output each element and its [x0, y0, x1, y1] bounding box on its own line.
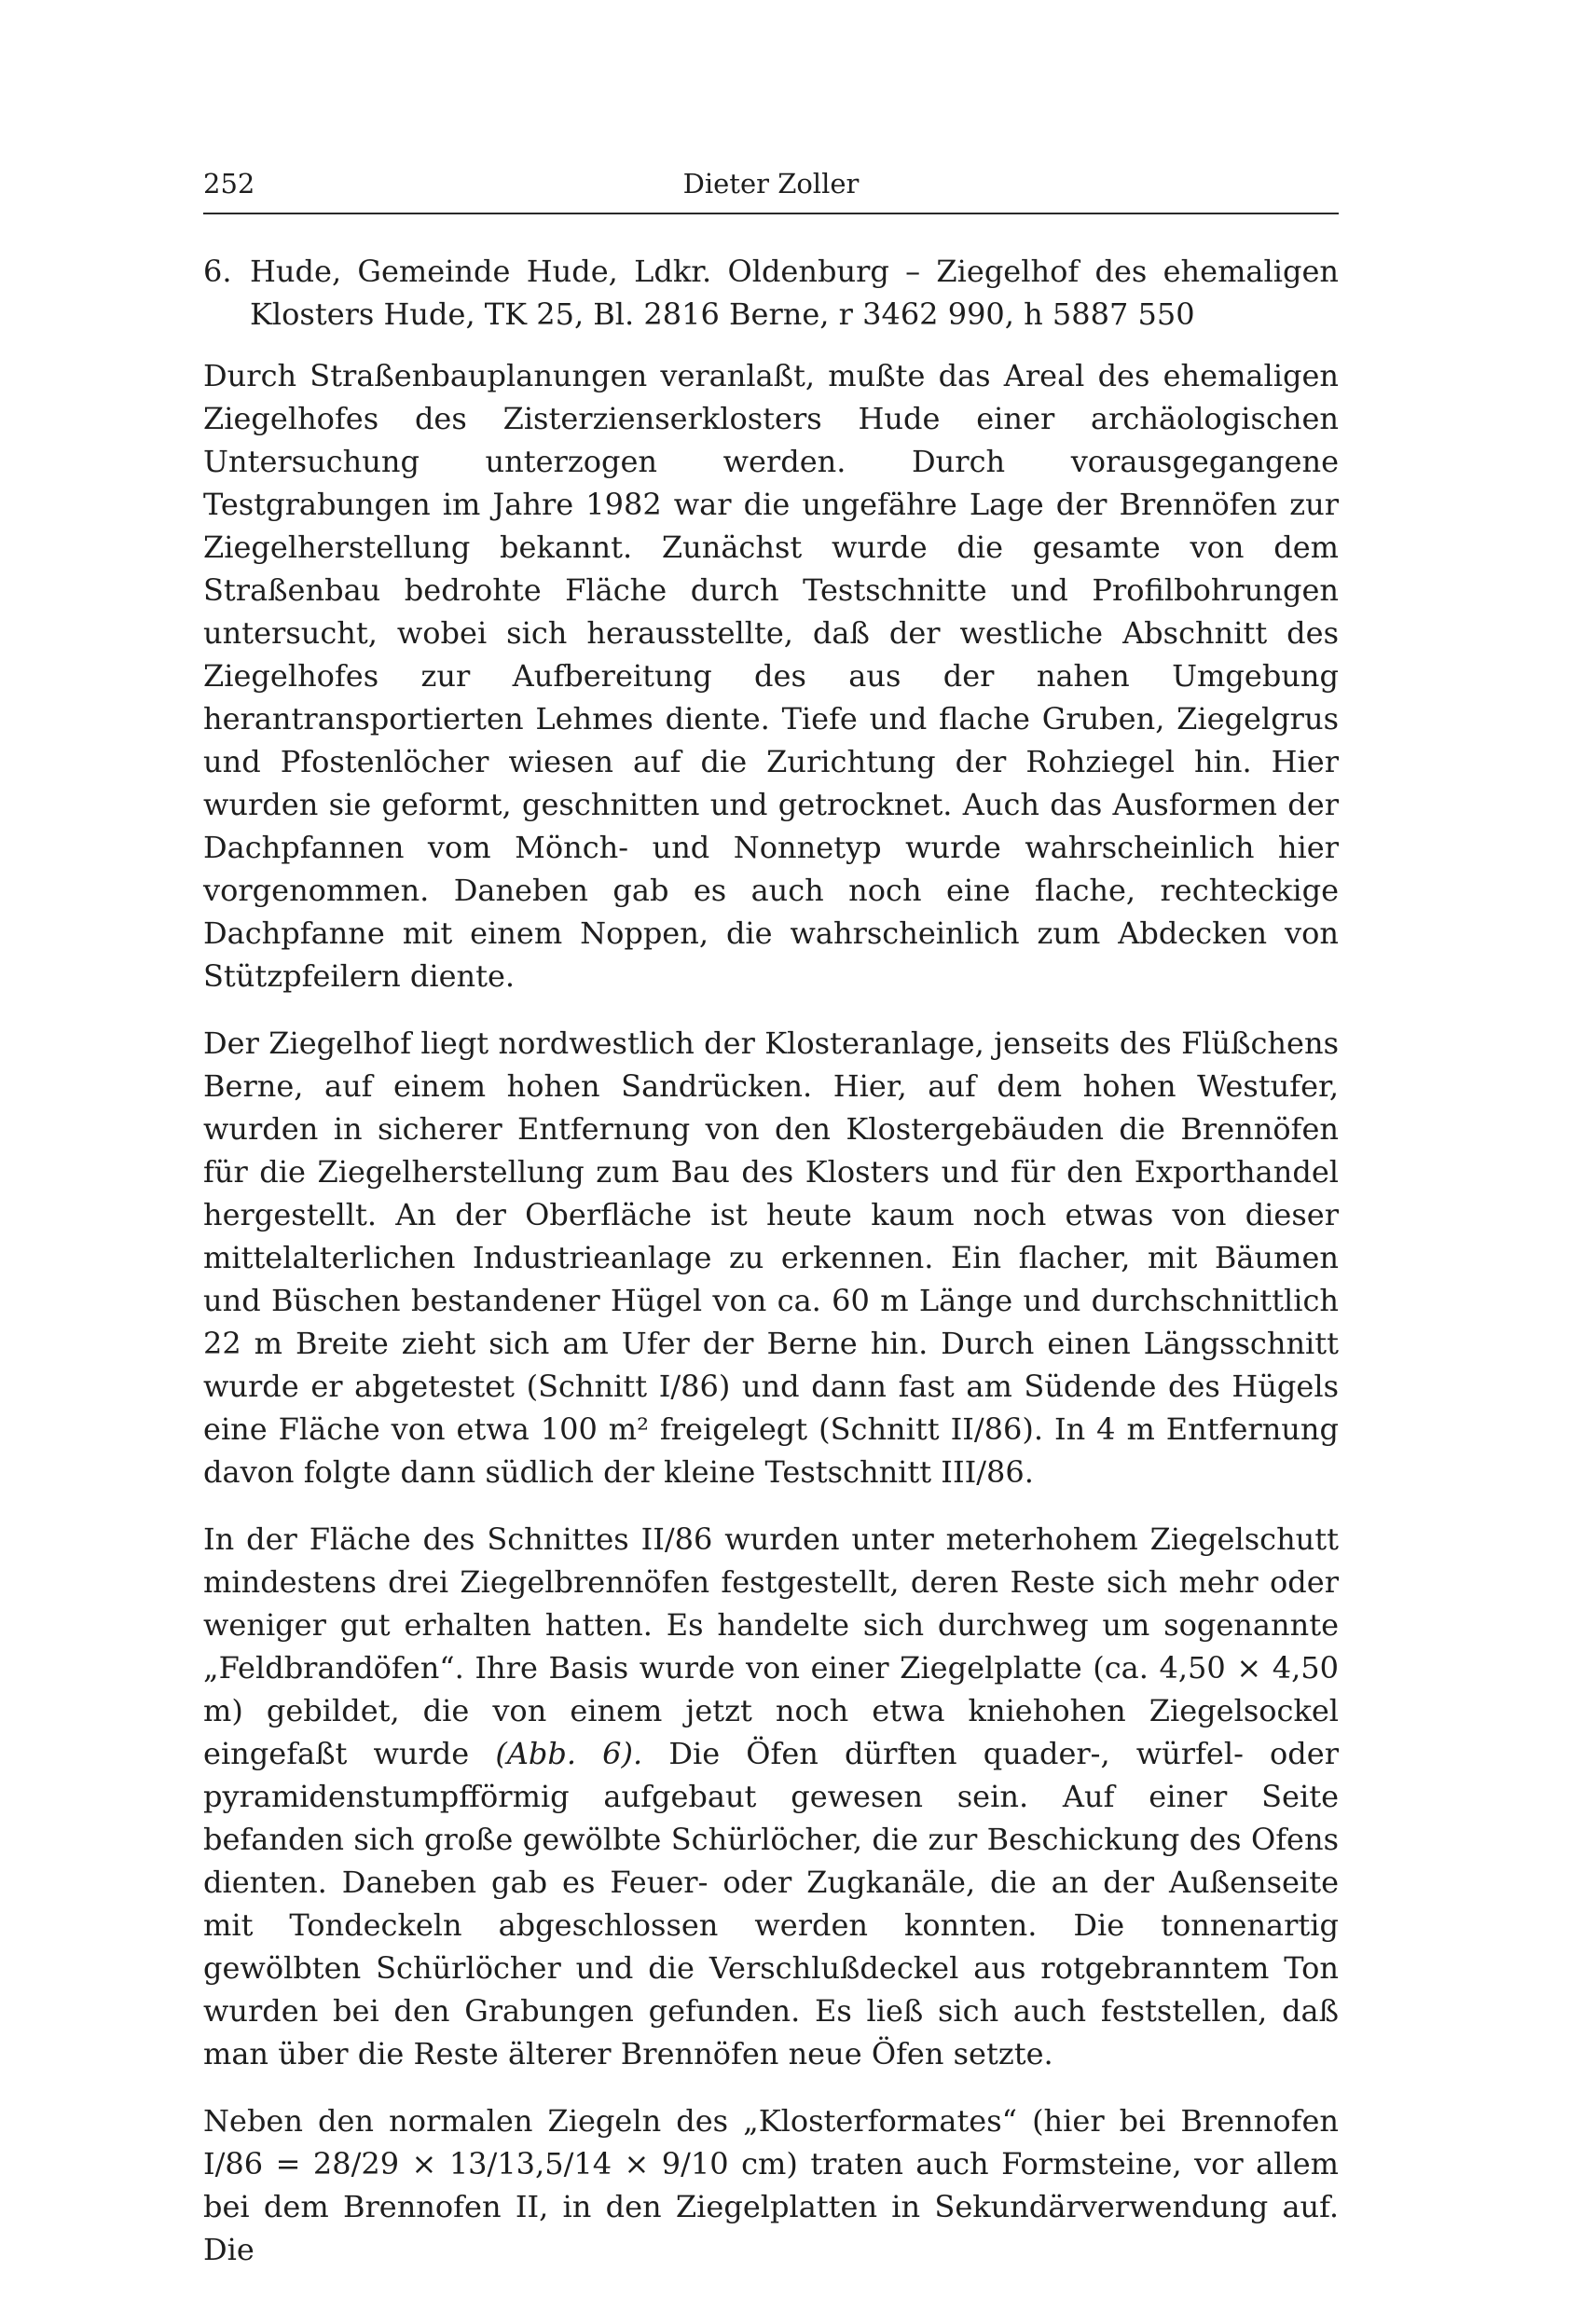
paragraph-3-text-b: Die Öfen dürften quader-, würfel- oder pyramidenstumpfförmig aufgebaut gewesen sein. Auf einer Seite befanden sich große gewölbte Schürlöcher, die zur Beschickung des Ofens dienten. Daneben gab es Feuer- oder Zugkanäle, die an der Außenseite mit Tondeckeln abgeschlossen werden konnten. Die tonnenartig gewölbten Schürlöcher und die Verschlußdeckel aus rotgebranntem Ton wurden bei den Grabungen gefunden. Es ließ sich auch feststellen, daß man über die Reste älterer Brennöfen neue Öfen setzte. — [203, 1736, 1340, 2071]
running-head-author: Dieter Zoller — [682, 168, 860, 200]
paragraph-4: Neben den normalen Ziegeln des „Klosterformates“ (hier bei Brennofen I/86 = 28/29 × 13/13,5/14 × 9/10 cm) traten auch Formsteine, vor allem bei dem Brennofen II, in den Ziegelplatten in Sekundärverwendung auf. Die — [203, 2103, 1339, 2267]
section-title: Hude, Gemeinde Hude, Ldkr. Oldenburg – Ziegelhof des ehemaligen Klosters Hude, TK 25, Bl. 2816 Berne, r 3462 990, h 5887 550 — [250, 254, 1339, 332]
page-number: 252 — [203, 168, 255, 200]
paragraph-2: Der Ziegelhof liegt nordwestlich der Klosteranlage, jenseits des Flüßchens Berne, auf einem hohen Sandrücken. Hier, auf dem hohen Westufer, wurden in sicherer Entfernung von den Klostergebäuden die Brennöfen für die Ziegelherstellung zum Bau des Klosters und für den Exporthandel hergestellt. An der Oberfläche ist heute kaum noch etwas von dieser mittelalterlichen Industrieanlage zu erkennen. Ein flacher, mit Bäumen und Büschen bestandener Hügel von ca. 60 m Länge und durchschnittlich 22 m Breite zieht sich am Ufer der Berne hin. Durch einen Längsschnitt wurde er abgetestet (Schnitt I/86) und dann fast am Südende des Hügels eine Fläche von etwa 100 m² freigelegt (Schnitt II/86). In 4 m Entfernung davon folgte dann südlich der kleine Testschnitt III/86. — [203, 1025, 1339, 1490]
paragraph-1: Durch Straßenbauplanungen veranlaßt, mußte das Areal des ehemaligen Ziegelhofes des Zisterzienserklosters Hude einer archäologischen Untersuchung unterzogen werden. Durch vorausgegangene Testgrabungen im Jahre 1982 war die ungefähre Lage der Brennöfen zur Ziegelherstellung bekannt. Zunächst wurde die gesamte von dem Straßenbau bedrohte Fläche durch Testschnitte und Profilbohrungen untersucht, wobei sich herausstellte, daß der westliche Abschnitt des Ziegelhofes zur Aufbereitung des aus der nahen Umgebung herantransportierten Lehmes diente. Tiefe und flache Gruben, Ziegelgrus und Pfostenlöcher wiesen auf die Zurichtung der Rohziegel hin. Hier wurden sie geformt, geschnitten und getrocknet. Auch das Ausformen der Dachpfannen vom Mönch- und Nonnetyp wurde wahrscheinlich hier vorgenommen. Daneben gab es auch noch eine flache, rechteckige Dachpfanne mit einem Noppen, die wahrscheinlich zum Abdecken von Stützpfeilern diente. — [203, 358, 1339, 994]
page-body — [203, 250, 1339, 2271]
section-number: 6. — [203, 254, 232, 289]
section-heading — [203, 250, 1339, 336]
figure-reference: (Abb. 6). — [495, 1736, 643, 1771]
paragraph-3 — [203, 1518, 1339, 2075]
paragraph-3-text-a: In der Fläche des Schnittes II/86 wurden unter meterhohem Ziegelschutt mindestens drei Ziegelbrennöfen festgestellt, deren Reste sich mehr oder weniger gut erhalten hatten. Es handelte sich durchweg um sogenannte „Feldbrandöfen“. Ihre Basis wurde von einer Ziegelplatte (ca. 4,50 × 4,50 m) gebildet, die von einem jetzt noch etwa kniehohen Ziegelsockel eingefaßt wurde — [203, 1521, 1339, 1771]
page-header — [203, 168, 1339, 214]
